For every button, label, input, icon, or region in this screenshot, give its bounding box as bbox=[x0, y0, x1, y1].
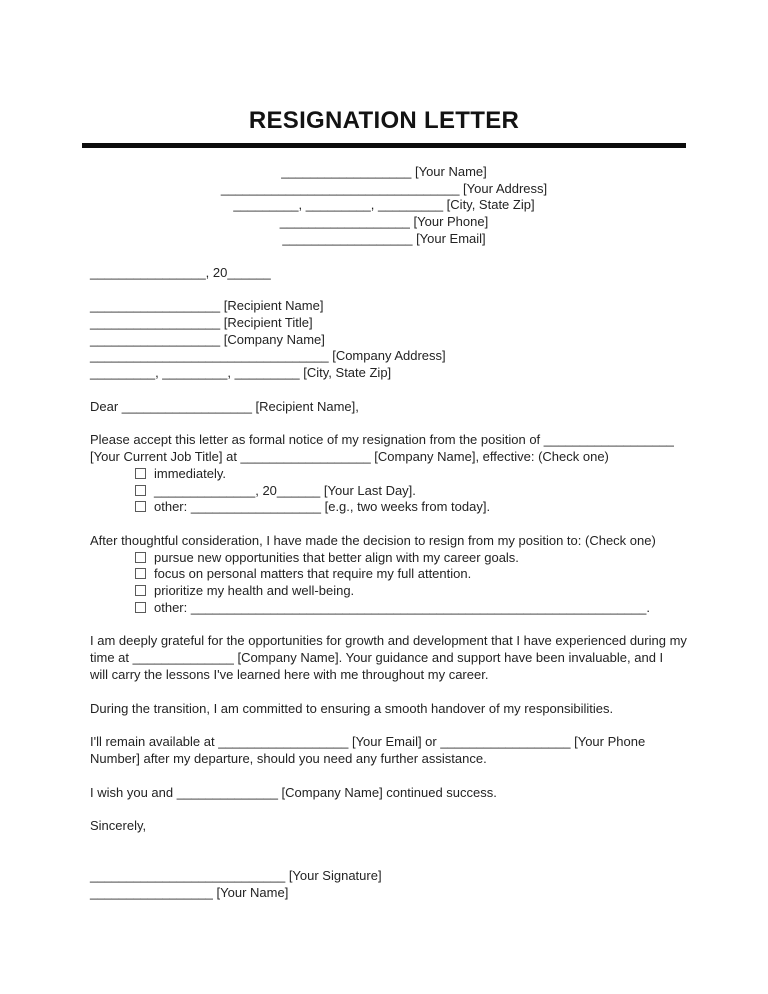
sender-phone-line: __________________ [Your Phone] bbox=[279, 214, 489, 230]
signature-line: ___________________________ [Your Signature] bbox=[90, 868, 382, 884]
signature-name-line: _________________ [Your Name] bbox=[90, 884, 289, 900]
paragraph-gratitude bbox=[90, 633, 687, 683]
sender-address-line: _________________________________ [Your Address] bbox=[220, 180, 548, 196]
paragraph-line: will carry the lessons I've learned here with me throughout my career. bbox=[90, 666, 489, 682]
company-name-line: __________________ [Company Name] bbox=[90, 331, 325, 347]
paragraph-transition: During the transition, I am committed to ensuring a smooth handover of my responsibilities. bbox=[90, 700, 614, 716]
paragraph-well-wishes: I wish you and ______________ [Company Name] continued success. bbox=[90, 784, 497, 800]
option-label: immediately. bbox=[154, 465, 227, 481]
option-personal-matters bbox=[90, 566, 678, 583]
paragraph-line: Number] after my departure, should you need any further assistance. bbox=[90, 750, 487, 766]
paragraph-line: time at ______________ [Company Name]. Your guidance and support have been invaluable, and I bbox=[90, 650, 664, 666]
option-label: ______________, 20______ [Your Last Day]. bbox=[154, 482, 416, 498]
closing-sincerely: Sincerely, bbox=[90, 818, 147, 834]
option-other-date bbox=[90, 499, 678, 516]
option-immediately bbox=[90, 466, 678, 483]
recipient-name-line: __________________ [Recipient Name] bbox=[90, 298, 324, 314]
option-label: other: __________________ [e.g., two weeks from today]. bbox=[154, 499, 491, 515]
paragraph-availability bbox=[90, 734, 678, 767]
checkbox-icon[interactable] bbox=[135, 585, 146, 596]
option-label: pursue new opportunities that better align with my career goals. bbox=[154, 549, 519, 565]
checkbox-icon[interactable] bbox=[135, 568, 146, 579]
recipient-title-line: __________________ [Recipient Title] bbox=[90, 314, 313, 330]
paragraph-line: I'll remain available at __________________ [Your Email] or __________________ [Your Phone bbox=[90, 734, 646, 750]
salutation: Dear __________________ [Recipient Name], bbox=[90, 398, 359, 414]
paragraph-line: Please accept this letter as formal notice of my resignation from the position of __________________ bbox=[90, 432, 674, 448]
page-title: RESIGNATION LETTER bbox=[248, 107, 520, 134]
date-line: ________________, 20______ bbox=[90, 264, 271, 280]
option-label: other: _______________________________________________________________. bbox=[154, 599, 650, 615]
checkbox-icon[interactable] bbox=[135, 501, 146, 512]
checkbox-icon[interactable] bbox=[135, 602, 146, 613]
sender-name-line: __________________ [Your Name] bbox=[281, 164, 487, 179]
option-label: prioritize my health and well-being. bbox=[154, 583, 355, 599]
checkbox-icon[interactable] bbox=[135, 552, 146, 563]
paragraph-line: [Your Current Job Title] at __________________ [Company Name], effective: (Check one) bbox=[90, 449, 609, 465]
paragraph-line: After thoughtful consideration, I have made the decision to resign from my position to: (Check one) bbox=[90, 532, 656, 548]
sender-address-block bbox=[90, 164, 678, 248]
title-rule bbox=[82, 143, 686, 148]
paragraph-resignation-reason bbox=[90, 533, 678, 617]
paragraph-resignation-notice bbox=[90, 432, 678, 516]
signature-block bbox=[90, 868, 678, 901]
paragraph-line: I am deeply grateful for the opportunities for growth and development that I have experienced during my bbox=[90, 633, 687, 649]
recipient-address-block bbox=[90, 298, 678, 382]
sender-email-line: __________________ [Your Email] bbox=[282, 230, 486, 246]
option-label: focus on personal matters that require my full attention. bbox=[154, 566, 472, 582]
checkbox-icon[interactable] bbox=[135, 468, 146, 479]
checkbox-icon[interactable] bbox=[135, 485, 146, 496]
company-address-line: _________________________________ [Company Address] bbox=[90, 348, 446, 364]
option-health-wellbeing bbox=[90, 583, 678, 600]
option-last-day bbox=[90, 483, 678, 500]
option-other-reason bbox=[90, 600, 678, 617]
option-pursue-opportunities bbox=[90, 550, 678, 567]
company-city-state-zip-line: _________, _________, _________ [City, State Zip] bbox=[90, 365, 392, 381]
sender-city-state-zip-line: _________, _________, _________ [City, State Zip] bbox=[233, 197, 535, 213]
